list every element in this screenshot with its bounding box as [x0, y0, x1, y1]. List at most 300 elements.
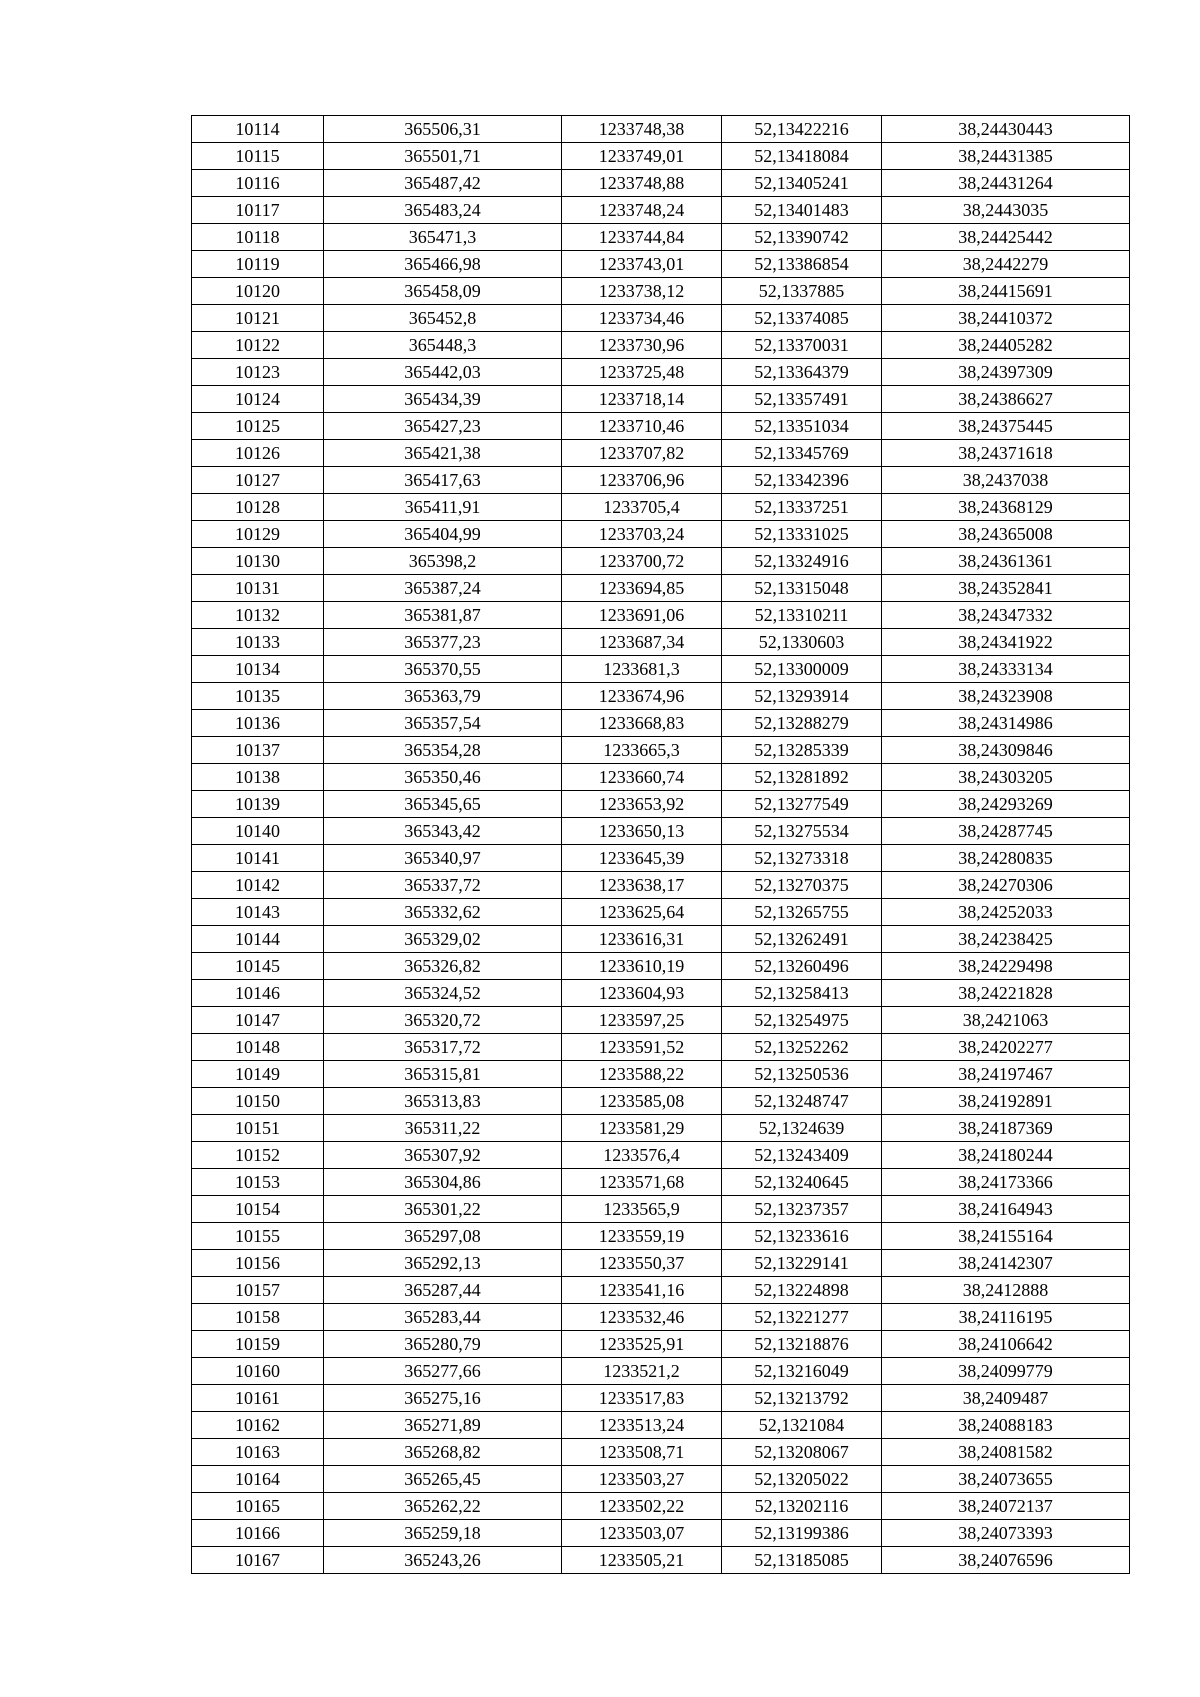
table-row	[192, 1547, 1130, 1574]
point-number-cell: 10130	[192, 548, 324, 575]
y-coordinate-cell: 1233744,84	[562, 224, 722, 251]
table-row	[192, 602, 1130, 629]
x-coordinate-cell: 365337,72	[324, 872, 562, 899]
y-coordinate-cell: 1233521,2	[562, 1358, 722, 1385]
y-coordinate-cell: 1233705,4	[562, 494, 722, 521]
point-number-cell: 10151	[192, 1115, 324, 1142]
longitude-cell: 38,24368129	[882, 494, 1130, 521]
x-coordinate-cell: 365381,87	[324, 602, 562, 629]
longitude-cell: 38,24375445	[882, 413, 1130, 440]
table-row	[192, 1439, 1130, 1466]
y-coordinate-cell: 1233734,46	[562, 305, 722, 332]
table-row	[192, 521, 1130, 548]
y-coordinate-cell: 1233645,39	[562, 845, 722, 872]
y-coordinate-cell: 1233503,07	[562, 1520, 722, 1547]
longitude-cell: 38,24187369	[882, 1115, 1130, 1142]
y-coordinate-cell: 1233700,72	[562, 548, 722, 575]
table-row	[192, 359, 1130, 386]
table-row	[192, 494, 1130, 521]
latitude-cell: 52,1321084	[722, 1412, 882, 1439]
longitude-cell: 38,24076596	[882, 1547, 1130, 1574]
table-row	[192, 1250, 1130, 1277]
x-coordinate-cell: 365271,89	[324, 1412, 562, 1439]
y-coordinate-cell: 1233503,27	[562, 1466, 722, 1493]
table-row	[192, 440, 1130, 467]
point-number-cell: 10160	[192, 1358, 324, 1385]
x-coordinate-cell: 365442,03	[324, 359, 562, 386]
point-number-cell: 10144	[192, 926, 324, 953]
point-number-cell: 10146	[192, 980, 324, 1007]
latitude-cell: 52,13216049	[722, 1358, 882, 1385]
longitude-cell: 38,24072137	[882, 1493, 1130, 1520]
y-coordinate-cell: 1233718,14	[562, 386, 722, 413]
table-row	[192, 332, 1130, 359]
latitude-cell: 52,13185085	[722, 1547, 882, 1574]
longitude-cell: 38,24073393	[882, 1520, 1130, 1547]
x-coordinate-cell: 365354,28	[324, 737, 562, 764]
latitude-cell: 52,13331025	[722, 521, 882, 548]
table-row	[192, 1223, 1130, 1250]
table-row	[192, 386, 1130, 413]
point-number-cell: 10165	[192, 1493, 324, 1520]
latitude-cell: 52,13237357	[722, 1196, 882, 1223]
y-coordinate-cell: 1233748,88	[562, 170, 722, 197]
y-coordinate-cell: 1233653,92	[562, 791, 722, 818]
latitude-cell: 52,13273318	[722, 845, 882, 872]
y-coordinate-cell: 1233585,08	[562, 1088, 722, 1115]
longitude-cell: 38,24173366	[882, 1169, 1130, 1196]
longitude-cell: 38,24287745	[882, 818, 1130, 845]
table-row	[192, 1358, 1130, 1385]
longitude-cell: 38,24099779	[882, 1358, 1130, 1385]
table-row	[192, 1034, 1130, 1061]
table-row	[192, 710, 1130, 737]
point-number-cell: 10159	[192, 1331, 324, 1358]
longitude-cell: 38,24116195	[882, 1304, 1130, 1331]
longitude-cell: 38,24431264	[882, 170, 1130, 197]
table-row	[192, 1520, 1130, 1547]
y-coordinate-cell: 1233604,93	[562, 980, 722, 1007]
table-row	[192, 1385, 1130, 1412]
longitude-cell: 38,24431385	[882, 143, 1130, 170]
y-coordinate-cell: 1233703,24	[562, 521, 722, 548]
latitude-cell: 52,13229141	[722, 1250, 882, 1277]
y-coordinate-cell: 1233668,83	[562, 710, 722, 737]
longitude-cell: 38,24430443	[882, 116, 1130, 143]
point-number-cell: 10119	[192, 251, 324, 278]
x-coordinate-cell: 365320,72	[324, 1007, 562, 1034]
point-number-cell: 10149	[192, 1061, 324, 1088]
x-coordinate-cell: 365501,71	[324, 143, 562, 170]
point-number-cell: 10115	[192, 143, 324, 170]
y-coordinate-cell: 1233625,64	[562, 899, 722, 926]
latitude-cell: 52,13285339	[722, 737, 882, 764]
latitude-cell: 52,13293914	[722, 683, 882, 710]
x-coordinate-cell: 365357,54	[324, 710, 562, 737]
x-coordinate-cell: 365452,8	[324, 305, 562, 332]
y-coordinate-cell: 1233706,96	[562, 467, 722, 494]
x-coordinate-cell: 365259,18	[324, 1520, 562, 1547]
point-number-cell: 10153	[192, 1169, 324, 1196]
table-row	[192, 170, 1130, 197]
latitude-cell: 52,13288279	[722, 710, 882, 737]
longitude-cell: 38,2442279	[882, 251, 1130, 278]
longitude-cell: 38,24365008	[882, 521, 1130, 548]
x-coordinate-cell: 365345,65	[324, 791, 562, 818]
x-coordinate-cell: 365332,62	[324, 899, 562, 926]
latitude-cell: 52,13262491	[722, 926, 882, 953]
y-coordinate-cell: 1233691,06	[562, 602, 722, 629]
point-number-cell: 10154	[192, 1196, 324, 1223]
table-row	[192, 278, 1130, 305]
point-number-cell: 10137	[192, 737, 324, 764]
latitude-cell: 52,13213792	[722, 1385, 882, 1412]
longitude-cell: 38,24347332	[882, 602, 1130, 629]
longitude-cell: 38,24081582	[882, 1439, 1130, 1466]
y-coordinate-cell: 1233541,16	[562, 1277, 722, 1304]
point-number-cell: 10161	[192, 1385, 324, 1412]
latitude-cell: 52,13390742	[722, 224, 882, 251]
x-coordinate-cell: 365458,09	[324, 278, 562, 305]
point-number-cell: 10162	[192, 1412, 324, 1439]
longitude-cell: 38,24164943	[882, 1196, 1130, 1223]
point-number-cell: 10143	[192, 899, 324, 926]
table-row	[192, 1493, 1130, 1520]
y-coordinate-cell: 1233687,34	[562, 629, 722, 656]
latitude-cell: 52,1330603	[722, 629, 882, 656]
point-number-cell: 10136	[192, 710, 324, 737]
y-coordinate-cell: 1233532,46	[562, 1304, 722, 1331]
table-row	[192, 1466, 1130, 1493]
x-coordinate-cell: 365277,66	[324, 1358, 562, 1385]
y-coordinate-cell: 1233694,85	[562, 575, 722, 602]
point-number-cell: 10147	[192, 1007, 324, 1034]
x-coordinate-cell: 365324,52	[324, 980, 562, 1007]
point-number-cell: 10124	[192, 386, 324, 413]
table-row	[192, 197, 1130, 224]
y-coordinate-cell: 1233591,52	[562, 1034, 722, 1061]
latitude-cell: 52,13265755	[722, 899, 882, 926]
point-number-cell: 10145	[192, 953, 324, 980]
latitude-cell: 52,13310211	[722, 602, 882, 629]
table-row	[192, 116, 1130, 143]
latitude-cell: 52,13205022	[722, 1466, 882, 1493]
x-coordinate-cell: 365315,81	[324, 1061, 562, 1088]
longitude-cell: 38,24405282	[882, 332, 1130, 359]
coordinates-table-body	[192, 116, 1130, 1574]
point-number-cell: 10122	[192, 332, 324, 359]
point-number-cell: 10158	[192, 1304, 324, 1331]
latitude-cell: 52,13233616	[722, 1223, 882, 1250]
latitude-cell: 52,13258413	[722, 980, 882, 1007]
longitude-cell: 38,2421063	[882, 1007, 1130, 1034]
x-coordinate-cell: 365404,99	[324, 521, 562, 548]
table-row	[192, 899, 1130, 926]
latitude-cell: 52,13281892	[722, 764, 882, 791]
point-number-cell: 10123	[192, 359, 324, 386]
table-row	[192, 467, 1130, 494]
y-coordinate-cell: 1233581,29	[562, 1115, 722, 1142]
table-row	[192, 143, 1130, 170]
y-coordinate-cell: 1233730,96	[562, 332, 722, 359]
table-row	[192, 1007, 1130, 1034]
point-number-cell: 10155	[192, 1223, 324, 1250]
table-row	[192, 737, 1130, 764]
latitude-cell: 52,13240645	[722, 1169, 882, 1196]
y-coordinate-cell: 1233565,9	[562, 1196, 722, 1223]
y-coordinate-cell: 1233517,83	[562, 1385, 722, 1412]
longitude-cell: 38,24415691	[882, 278, 1130, 305]
point-number-cell: 10118	[192, 224, 324, 251]
y-coordinate-cell: 1233710,46	[562, 413, 722, 440]
y-coordinate-cell: 1233576,4	[562, 1142, 722, 1169]
point-number-cell: 10150	[192, 1088, 324, 1115]
point-number-cell: 10131	[192, 575, 324, 602]
latitude-cell: 52,13221277	[722, 1304, 882, 1331]
longitude-cell: 38,24293269	[882, 791, 1130, 818]
latitude-cell: 52,13248747	[722, 1088, 882, 1115]
point-number-cell: 10148	[192, 1034, 324, 1061]
point-number-cell: 10163	[192, 1439, 324, 1466]
x-coordinate-cell: 365297,08	[324, 1223, 562, 1250]
point-number-cell: 10152	[192, 1142, 324, 1169]
y-coordinate-cell: 1233638,17	[562, 872, 722, 899]
latitude-cell: 52,1324639	[722, 1115, 882, 1142]
table-row	[192, 926, 1130, 953]
longitude-cell: 38,24180244	[882, 1142, 1130, 1169]
longitude-cell: 38,24309846	[882, 737, 1130, 764]
latitude-cell: 52,13342396	[722, 467, 882, 494]
x-coordinate-cell: 365268,82	[324, 1439, 562, 1466]
longitude-cell: 38,24155164	[882, 1223, 1130, 1250]
table-row	[192, 251, 1130, 278]
x-coordinate-cell: 365243,26	[324, 1547, 562, 1574]
x-coordinate-cell: 365411,91	[324, 494, 562, 521]
table-row	[192, 1061, 1130, 1088]
longitude-cell: 38,24106642	[882, 1331, 1130, 1358]
latitude-cell: 52,13357491	[722, 386, 882, 413]
point-number-cell: 10116	[192, 170, 324, 197]
latitude-cell: 52,13224898	[722, 1277, 882, 1304]
latitude-cell: 52,13405241	[722, 170, 882, 197]
y-coordinate-cell: 1233597,25	[562, 1007, 722, 1034]
point-number-cell: 10132	[192, 602, 324, 629]
table-row	[192, 1331, 1130, 1358]
y-coordinate-cell: 1233738,12	[562, 278, 722, 305]
y-coordinate-cell: 1233502,22	[562, 1493, 722, 1520]
x-coordinate-cell: 365434,39	[324, 386, 562, 413]
x-coordinate-cell: 365301,22	[324, 1196, 562, 1223]
x-coordinate-cell: 365421,38	[324, 440, 562, 467]
table-row	[192, 1196, 1130, 1223]
longitude-cell: 38,2409487	[882, 1385, 1130, 1412]
y-coordinate-cell: 1233588,22	[562, 1061, 722, 1088]
y-coordinate-cell: 1233525,91	[562, 1331, 722, 1358]
y-coordinate-cell: 1233748,24	[562, 197, 722, 224]
x-coordinate-cell: 365343,42	[324, 818, 562, 845]
y-coordinate-cell: 1233681,3	[562, 656, 722, 683]
y-coordinate-cell: 1233571,68	[562, 1169, 722, 1196]
table-row	[192, 953, 1130, 980]
y-coordinate-cell: 1233725,48	[562, 359, 722, 386]
latitude-cell: 52,13401483	[722, 197, 882, 224]
latitude-cell: 52,13202116	[722, 1493, 882, 1520]
latitude-cell: 52,13345769	[722, 440, 882, 467]
x-coordinate-cell: 365483,24	[324, 197, 562, 224]
latitude-cell: 52,1337885	[722, 278, 882, 305]
longitude-cell: 38,24197467	[882, 1061, 1130, 1088]
table-row	[192, 1304, 1130, 1331]
x-coordinate-cell: 365313,83	[324, 1088, 562, 1115]
longitude-cell: 38,24229498	[882, 953, 1130, 980]
x-coordinate-cell: 365307,92	[324, 1142, 562, 1169]
longitude-cell: 38,24073655	[882, 1466, 1130, 1493]
x-coordinate-cell: 365292,13	[324, 1250, 562, 1277]
y-coordinate-cell: 1233743,01	[562, 251, 722, 278]
latitude-cell: 52,13243409	[722, 1142, 882, 1169]
x-coordinate-cell: 365280,79	[324, 1331, 562, 1358]
x-coordinate-cell: 365487,42	[324, 170, 562, 197]
x-coordinate-cell: 365350,46	[324, 764, 562, 791]
latitude-cell: 52,13300009	[722, 656, 882, 683]
x-coordinate-cell: 365427,23	[324, 413, 562, 440]
y-coordinate-cell: 1233665,3	[562, 737, 722, 764]
latitude-cell: 52,13351034	[722, 413, 882, 440]
point-number-cell: 10120	[192, 278, 324, 305]
table-row	[192, 1115, 1130, 1142]
longitude-cell: 38,24341922	[882, 629, 1130, 656]
latitude-cell: 52,13260496	[722, 953, 882, 980]
y-coordinate-cell: 1233508,71	[562, 1439, 722, 1466]
point-number-cell: 10157	[192, 1277, 324, 1304]
x-coordinate-cell: 365265,45	[324, 1466, 562, 1493]
y-coordinate-cell: 1233748,38	[562, 116, 722, 143]
table-row	[192, 1169, 1130, 1196]
y-coordinate-cell: 1233749,01	[562, 143, 722, 170]
point-number-cell: 10128	[192, 494, 324, 521]
table-row	[192, 629, 1130, 656]
latitude-cell: 52,13199386	[722, 1520, 882, 1547]
longitude-cell: 38,24238425	[882, 926, 1130, 953]
latitude-cell: 52,13275534	[722, 818, 882, 845]
longitude-cell: 38,24361361	[882, 548, 1130, 575]
table-row	[192, 845, 1130, 872]
x-coordinate-cell: 365363,79	[324, 683, 562, 710]
longitude-cell: 38,24333134	[882, 656, 1130, 683]
y-coordinate-cell: 1233559,19	[562, 1223, 722, 1250]
table-row	[192, 656, 1130, 683]
x-coordinate-cell: 365311,22	[324, 1115, 562, 1142]
x-coordinate-cell: 365448,3	[324, 332, 562, 359]
y-coordinate-cell: 1233707,82	[562, 440, 722, 467]
x-coordinate-cell: 365387,24	[324, 575, 562, 602]
coordinates-table	[191, 115, 1130, 1574]
table-row	[192, 1277, 1130, 1304]
point-number-cell: 10125	[192, 413, 324, 440]
point-number-cell: 10129	[192, 521, 324, 548]
point-number-cell: 10142	[192, 872, 324, 899]
latitude-cell: 52,13270375	[722, 872, 882, 899]
point-number-cell: 10140	[192, 818, 324, 845]
longitude-cell: 38,24425442	[882, 224, 1130, 251]
x-coordinate-cell: 365398,2	[324, 548, 562, 575]
longitude-cell: 38,24303205	[882, 764, 1130, 791]
point-number-cell: 10117	[192, 197, 324, 224]
y-coordinate-cell: 1233650,13	[562, 818, 722, 845]
point-number-cell: 10114	[192, 116, 324, 143]
longitude-cell: 38,24088183	[882, 1412, 1130, 1439]
x-coordinate-cell: 365275,16	[324, 1385, 562, 1412]
table-row	[192, 791, 1130, 818]
longitude-cell: 38,24252033	[882, 899, 1130, 926]
longitude-cell: 38,24270306	[882, 872, 1130, 899]
longitude-cell: 38,24221828	[882, 980, 1130, 1007]
point-number-cell: 10138	[192, 764, 324, 791]
longitude-cell: 38,24323908	[882, 683, 1130, 710]
y-coordinate-cell: 1233674,96	[562, 683, 722, 710]
latitude-cell: 52,13254975	[722, 1007, 882, 1034]
table-row	[192, 683, 1130, 710]
table-row	[192, 1088, 1130, 1115]
latitude-cell: 52,13208067	[722, 1439, 882, 1466]
latitude-cell: 52,13324916	[722, 548, 882, 575]
point-number-cell: 10156	[192, 1250, 324, 1277]
table-row	[192, 548, 1130, 575]
y-coordinate-cell: 1233610,19	[562, 953, 722, 980]
latitude-cell: 52,13250536	[722, 1061, 882, 1088]
y-coordinate-cell: 1233505,21	[562, 1547, 722, 1574]
x-coordinate-cell: 365506,31	[324, 116, 562, 143]
table-row	[192, 305, 1130, 332]
point-number-cell: 10121	[192, 305, 324, 332]
point-number-cell: 10134	[192, 656, 324, 683]
x-coordinate-cell: 365377,23	[324, 629, 562, 656]
table-row	[192, 224, 1130, 251]
point-number-cell: 10126	[192, 440, 324, 467]
latitude-cell: 52,13418084	[722, 143, 882, 170]
x-coordinate-cell: 365326,82	[324, 953, 562, 980]
longitude-cell: 38,24314986	[882, 710, 1130, 737]
longitude-cell: 38,24202277	[882, 1034, 1130, 1061]
x-coordinate-cell: 365466,98	[324, 251, 562, 278]
point-number-cell: 10167	[192, 1547, 324, 1574]
point-number-cell: 10166	[192, 1520, 324, 1547]
latitude-cell: 52,13337251	[722, 494, 882, 521]
table-row	[192, 575, 1130, 602]
x-coordinate-cell: 365417,63	[324, 467, 562, 494]
latitude-cell: 52,13277549	[722, 791, 882, 818]
y-coordinate-cell: 1233616,31	[562, 926, 722, 953]
table-row	[192, 872, 1130, 899]
point-number-cell: 10141	[192, 845, 324, 872]
longitude-cell: 38,2443035	[882, 197, 1130, 224]
longitude-cell: 38,2437038	[882, 467, 1130, 494]
x-coordinate-cell: 365329,02	[324, 926, 562, 953]
longitude-cell: 38,24410372	[882, 305, 1130, 332]
x-coordinate-cell: 365283,44	[324, 1304, 562, 1331]
table-row	[192, 764, 1130, 791]
x-coordinate-cell: 365317,72	[324, 1034, 562, 1061]
latitude-cell: 52,13374085	[722, 305, 882, 332]
longitude-cell: 38,24371618	[882, 440, 1130, 467]
x-coordinate-cell: 365370,55	[324, 656, 562, 683]
latitude-cell: 52,13364379	[722, 359, 882, 386]
longitude-cell: 38,24192891	[882, 1088, 1130, 1115]
point-number-cell: 10164	[192, 1466, 324, 1493]
x-coordinate-cell: 365304,86	[324, 1169, 562, 1196]
point-number-cell: 10135	[192, 683, 324, 710]
y-coordinate-cell: 1233660,74	[562, 764, 722, 791]
